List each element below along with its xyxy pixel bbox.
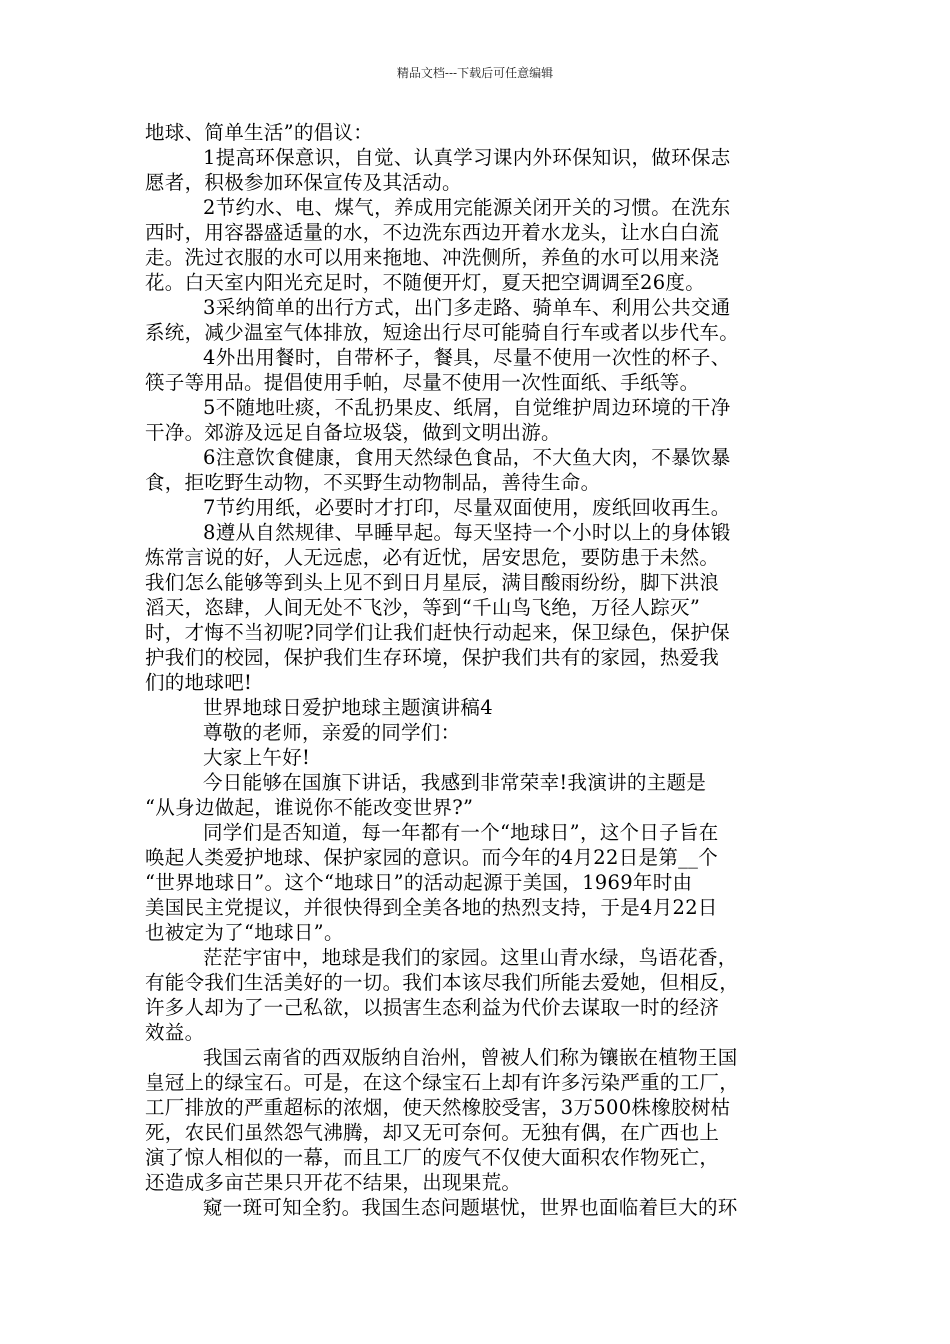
document-body <box>145 120 825 1220</box>
text-line: 有能令我们生活美好的一切。我们本该尽我们所能去爱她，但相反， <box>145 971 740 994</box>
text-line: “从身边做起，谁说你不能改变世界?” <box>145 796 474 819</box>
text-line: 2节约水、电、煤气，养成用完能源关闭开关的习惯。在洗东 <box>203 196 731 219</box>
text-line: 皇冠上的绿宝石。可是，在这个绿宝石上却有许多污染严重的工厂， <box>145 1071 740 1094</box>
text-line: 系统，减少温室气体排放，短途出行尽可能骑自行车或者以步代车。 <box>145 321 740 344</box>
text-line: 茫茫宇宙中，地球是我们的家园。这里山青水绿，鸟语花香， <box>203 946 738 969</box>
text-line: 3采纳简单的出行方式，出门多走路、骑单车、利用公共交通 <box>203 296 731 319</box>
greeting: 大家上午好! <box>203 746 311 769</box>
text-line: 筷子等用品。提倡使用手帕，尽量不使用一次性面纸、手纸等。 <box>145 371 700 394</box>
salutation: 尊敬的老师，亲爱的同学们： <box>203 721 461 744</box>
text-line: 同学们是否知道，每一年都有一个“地球日”，这个日子旨在 <box>203 821 719 844</box>
text-line: 美国民主党提议，并很快得到全美各地的热烈支持，于是4月22日 <box>145 896 718 919</box>
text-line: 许多人却为了一己私欲，以损害生态利益为代价去谋取一时的经济 <box>145 996 720 1019</box>
text-line: 食，拒吃野生动物，不买野生动物制品，善待生命。 <box>145 471 601 494</box>
text-line: 还造成多亩芒果只开花不结果，出现果荒。 <box>145 1171 522 1194</box>
text-line: 工厂排放的严重超标的浓烟，使天然橡胶受害，3万500株橡胶树枯 <box>145 1096 731 1119</box>
text-line: 5不随地吐痰，不乱扔果皮、纸屑，自觉维护周边环境的干净 <box>203 396 731 419</box>
text-line: 演了惊人相似的一幕，而且工厂的废气不仅使大面积农作物死亡， <box>145 1146 720 1169</box>
text-line: 们的地球吧! <box>145 671 253 694</box>
text-line: “世界地球日”。这个“地球日”的活动起源于美国，1969年时由 <box>145 871 693 894</box>
text-line: 干净。郊游及远足自备垃圾袋，做到文明出游。 <box>145 421 561 444</box>
text-line: 也被定为了“地球日”。 <box>145 921 344 944</box>
section-title: 世界地球日爱护地球主题演讲稿4 <box>203 696 493 719</box>
text-line: 我们怎么能够等到头上见不到日月星辰，满目酸雨纷纷，脚下洪浪 <box>145 571 720 594</box>
text-line: 6注意饮食健康，食用天然绿色食品，不大鱼大肉，不暴饮暴 <box>203 446 731 469</box>
text-line: 唤起人类爱护地球、保护家园的意识。而今年的4月22日是第__个 <box>145 846 719 869</box>
text-line: 1提高环保意识，自觉、认真学习课内外环保知识，做环保志 <box>203 146 731 169</box>
text-line: 我国云南省的西双版纳自治州，曾被人们称为镶嵌在植物王国 <box>203 1046 738 1069</box>
text-line: 效益。 <box>145 1021 205 1044</box>
text-line: 炼常言说的好，人无远虑，必有近忧，居安思危，要防患于未然。 <box>145 546 720 569</box>
text-line: 8遵从自然规律、早睡早起。每天坚持一个小时以上的身体锻 <box>203 521 731 544</box>
text-line: 愿者，积极参加环保宣传及其活动。 <box>145 171 462 194</box>
text-line: 今日能够在国旗下讲话，我感到非常荣幸!我演讲的主题是 <box>203 771 707 794</box>
text-line: 地球、简单生活”的倡议： <box>145 121 374 144</box>
text-line: 4外出用餐时，自带杯子，餐具，尽量不使用一次性的杯子、 <box>203 346 731 369</box>
text-line: 走。洗过衣服的水可以用来拖地、冲洗侧所，养鱼的水可以用来浇 <box>145 246 720 269</box>
text-line: 时，才悔不当初呢?同学们让我们赶快行动起来，保卫绿色，保护保 <box>145 621 730 644</box>
text-line: 窥一斑可知全豹。我国生态问题堪忧，世界也面临着巨大的环 <box>203 1196 738 1219</box>
text-line: 花。白天室内阳光充足时，不随便开灯，夏天把空调调至26度。 <box>145 271 706 294</box>
text-line: 西时，用容器盛适量的水，不边洗东西边开着水龙头，让水白白流 <box>145 221 720 244</box>
text-line: 7节约用纸，必要时才打印，尽量双面使用，废纸回收再生。 <box>203 496 731 519</box>
text-line: 滔天，恣肆，人间无处不飞沙，等到“千山鸟飞绝，万径人踪灭” <box>145 596 701 619</box>
page-header: 精品文档---下载后可任意编辑 <box>396 66 554 80</box>
text-line: 护我们的校园，保护我们生存环境，保护我们共有的家园，热爱我 <box>145 646 720 669</box>
text-line: 死，农民们虽然怨气沸腾，却又无可奈何。无独有偶，在广西也上 <box>145 1121 720 1144</box>
